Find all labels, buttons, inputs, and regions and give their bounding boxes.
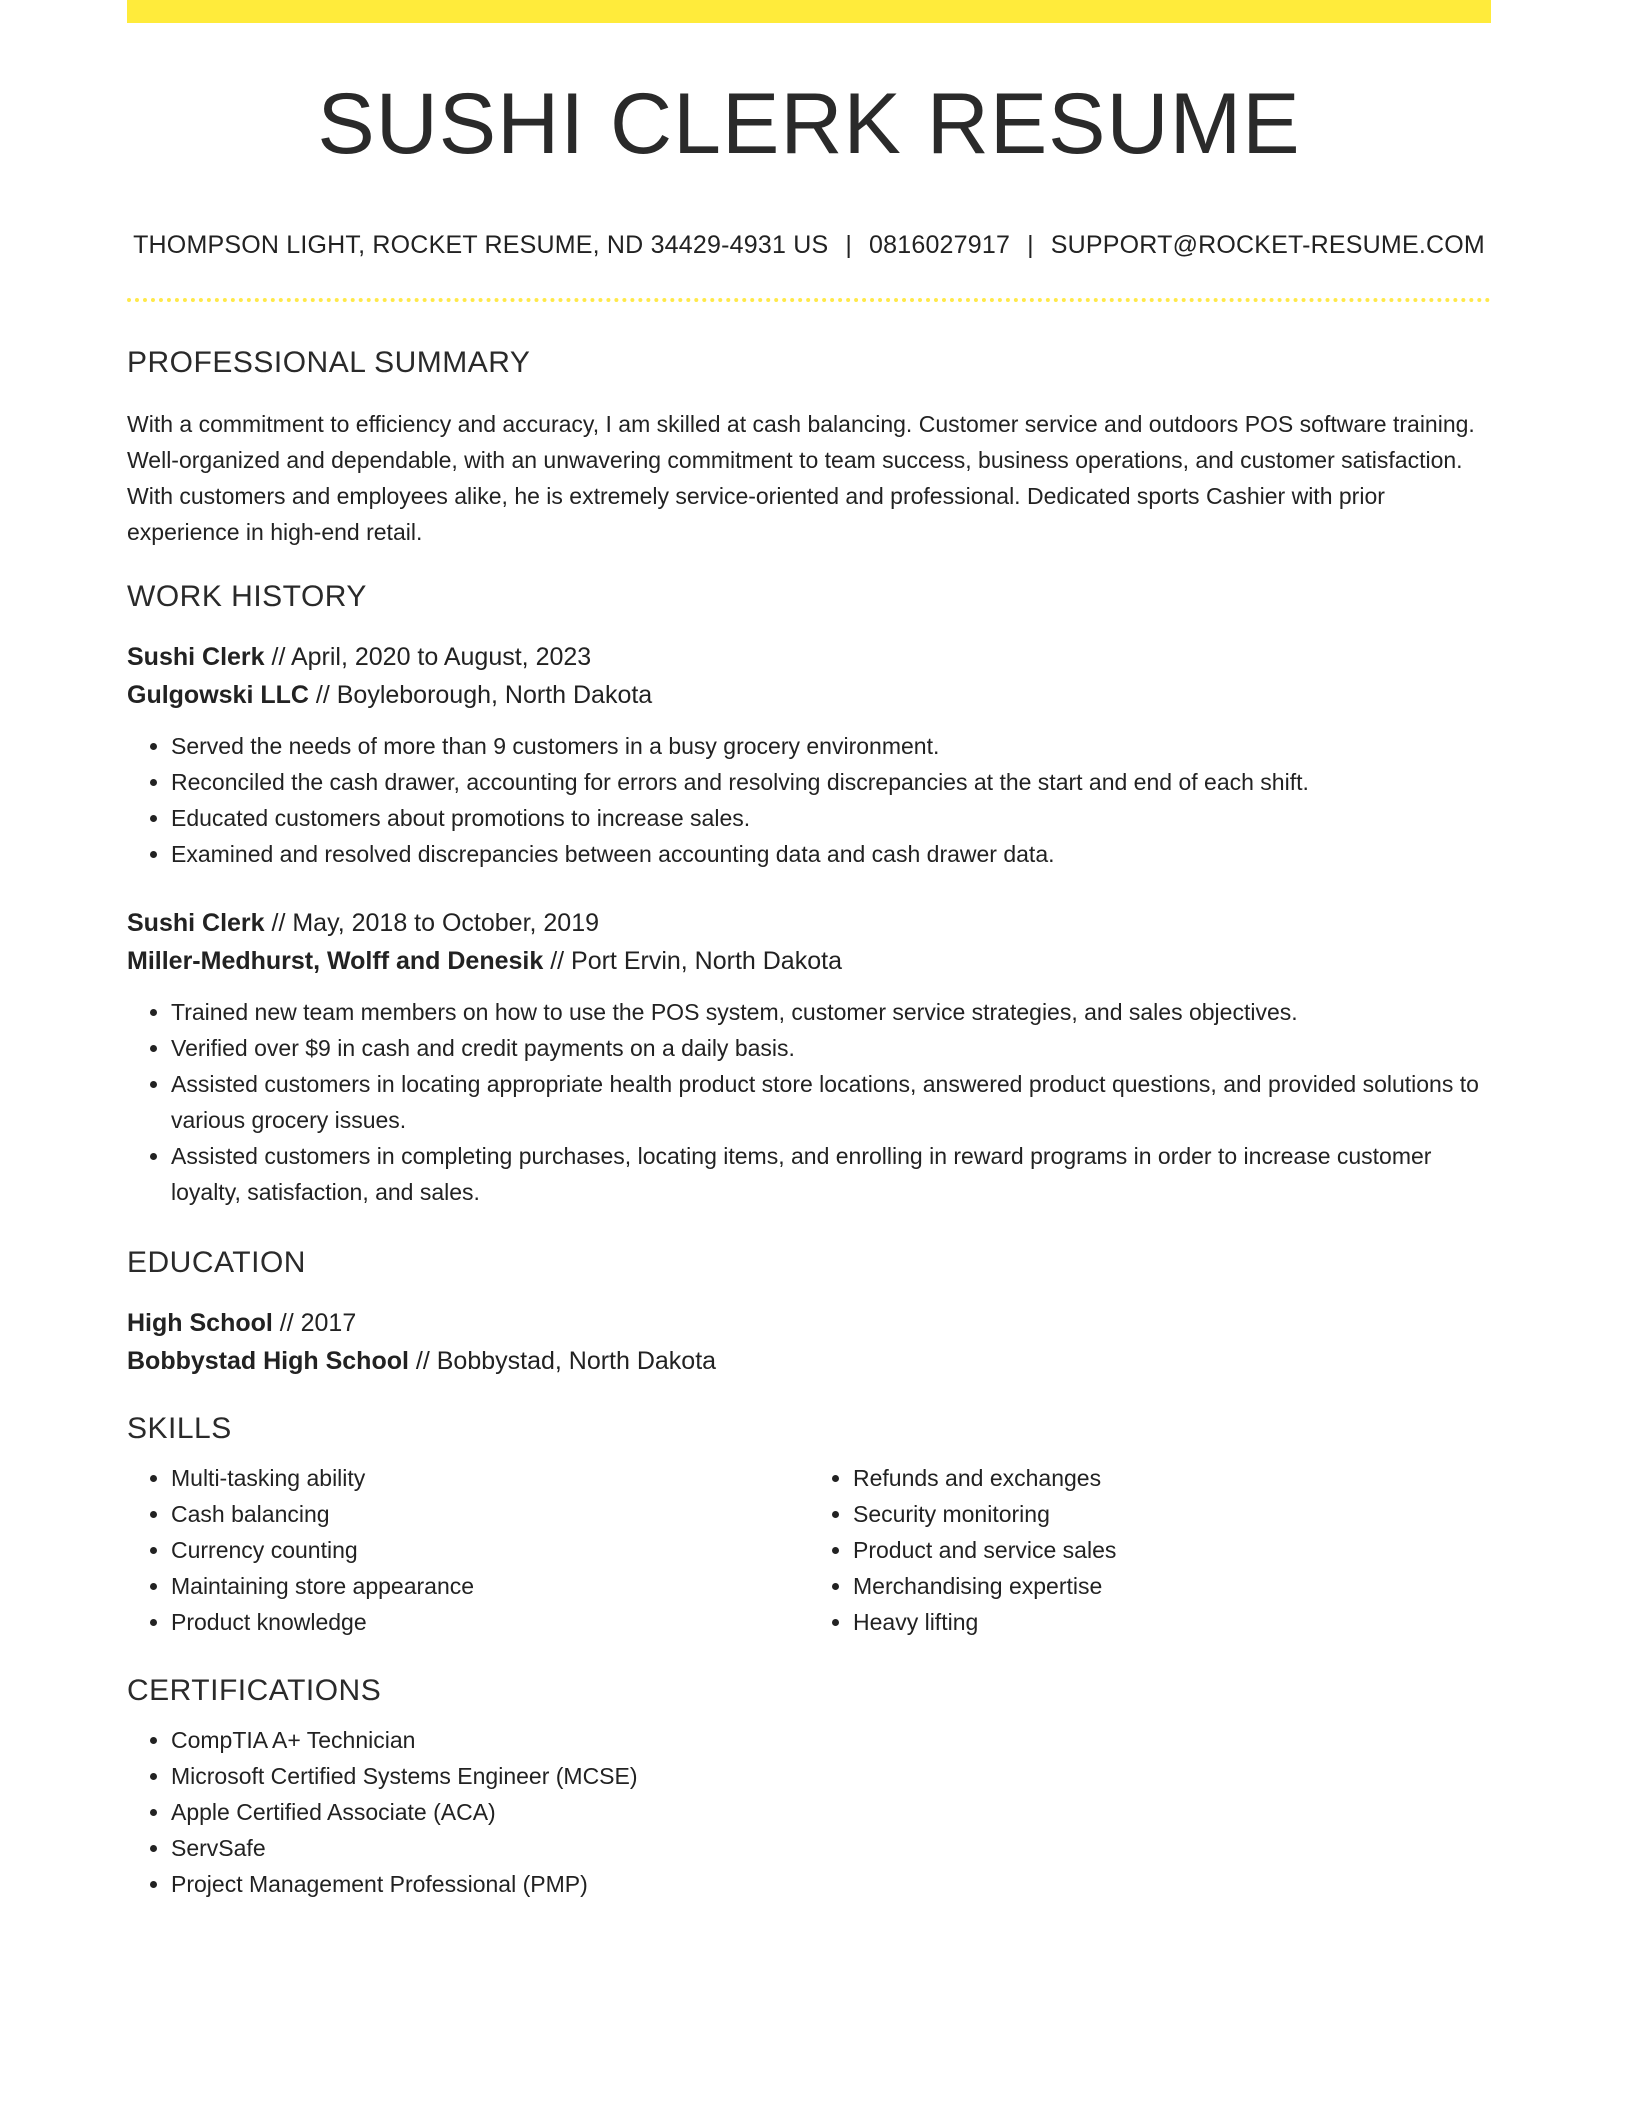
list-item: • Project Management Professional (PMP) xyxy=(171,1866,1491,1902)
job-location: // Boyleborough, North Dakota xyxy=(308,681,653,709)
list-item: • Trained new team members on how to use the POS system, customer service strategies, and sales objectives. xyxy=(171,994,1491,1030)
job-title: Sushi Clerk xyxy=(127,909,265,937)
job-company-line xyxy=(127,942,1491,980)
list-item: • Verified over $9 in cash and credit payments on a daily basis. xyxy=(171,1030,1491,1066)
list-item: • Assisted customers in completing purchases, locating items, and enrolling in reward programs in order to increase customer loyalty, satisfaction, and sales. xyxy=(171,1138,1491,1210)
list-item: • Product and service sales xyxy=(853,1532,1491,1568)
contact-separator: | xyxy=(1027,231,1034,259)
contact-separator: | xyxy=(845,231,853,259)
list-item: • Served the needs of more than 9 customers in a busy grocery environment. xyxy=(171,728,1491,764)
list-item: • Examined and resolved discrepancies between accounting data and cash drawer data. xyxy=(171,836,1491,872)
list-item: • Security monitoring xyxy=(853,1496,1491,1532)
contact-line xyxy=(127,231,1491,260)
education-location: // Bobbystad, North Dakota xyxy=(408,1347,717,1375)
list-item: • Refunds and exchanges xyxy=(853,1460,1491,1496)
resume-page xyxy=(127,0,1491,1902)
education-degree: High School xyxy=(127,1309,273,1337)
list-item: • Assisted customers in locating appropriate health product store locations, answered product questions, and provided solutions to various grocery issues. xyxy=(171,1066,1491,1138)
job-entry xyxy=(127,904,1491,1210)
contact-phone: 0816027917 xyxy=(869,231,1011,259)
education-school: Bobbystad High School xyxy=(127,1347,409,1375)
job-entry xyxy=(127,638,1491,872)
list-item: • ServSafe xyxy=(171,1830,1491,1866)
job-location: // Port Ervin, North Dakota xyxy=(543,947,842,975)
list-item: • Microsoft Certified Systems Engineer (MCSE) xyxy=(171,1758,1491,1794)
job-title-line xyxy=(127,638,1491,676)
skills-heading: SKILLS xyxy=(127,1412,232,1445)
job-title-line xyxy=(127,904,1491,942)
job-bullets xyxy=(127,994,1491,1210)
job-bullets xyxy=(127,728,1491,872)
education-heading: EDUCATION xyxy=(127,1246,306,1279)
certifications-heading: CERTIFICATIONS xyxy=(127,1674,382,1707)
dotted-divider xyxy=(127,298,1491,302)
contact-address: THOMPSON LIGHT, ROCKET RESUME, ND 34429-4931 US xyxy=(133,231,829,259)
skills-list-right xyxy=(809,1460,1491,1640)
list-item: • Product knowledge xyxy=(171,1604,809,1640)
resume-title: SUSHI CLERK RESUME xyxy=(317,76,1301,172)
summary-text: With a commitment to efficiency and accuracy, I am skilled at cash balancing. Customer service and outdoors POS software training. Well-organized and dependable, with an unwavering commitment to team success, business operations, and customer satisfaction. With customers and employees alike, he is extremely service-oriented and professional. Dedicated sports Cashier with prior experience in high-end retail. xyxy=(127,411,1475,545)
job-company-line xyxy=(127,676,1491,714)
education-school-line xyxy=(127,1342,1491,1380)
list-item: • CompTIA A+ Technician xyxy=(171,1722,1491,1758)
list-item: • Cash balancing xyxy=(171,1496,809,1532)
list-item: • Reconciled the cash drawer, accounting for errors and resolving discrepancies at the start and end of each shift. xyxy=(171,764,1491,800)
education-entry xyxy=(127,1304,1491,1380)
work-history-heading: WORK HISTORY xyxy=(127,580,367,613)
job-company: Miller-Medhurst, Wolff and Denesik xyxy=(127,947,544,975)
list-item: • Heavy lifting xyxy=(853,1604,1491,1640)
job-company: Gulgowski LLC xyxy=(127,681,309,709)
list-item: • Maintaining store appearance xyxy=(171,1568,809,1604)
job-title: Sushi Clerk xyxy=(127,643,265,671)
education-year: // 2017 xyxy=(272,1309,357,1337)
list-item: • Apple Certified Associate (ACA) xyxy=(171,1794,1491,1830)
list-item: • Merchandising expertise xyxy=(853,1568,1491,1604)
list-item: • Educated customers about promotions to increase sales. xyxy=(171,800,1491,836)
skills-columns xyxy=(127,1460,1491,1640)
education-degree-line xyxy=(127,1304,1491,1342)
job-dates: // April, 2020 to August, 2023 xyxy=(264,643,592,671)
skills-list-left xyxy=(127,1460,809,1640)
contact-email: SUPPORT@ROCKET-RESUME.COM xyxy=(1050,231,1485,259)
certifications-list xyxy=(127,1722,1491,1902)
list-item: • Multi-tasking ability xyxy=(171,1460,809,1496)
job-dates: // May, 2018 to October, 2019 xyxy=(264,909,600,937)
list-item: • Currency counting xyxy=(171,1532,809,1568)
accent-top-bar xyxy=(127,0,1491,23)
summary-heading: PROFESSIONAL SUMMARY xyxy=(127,346,531,379)
